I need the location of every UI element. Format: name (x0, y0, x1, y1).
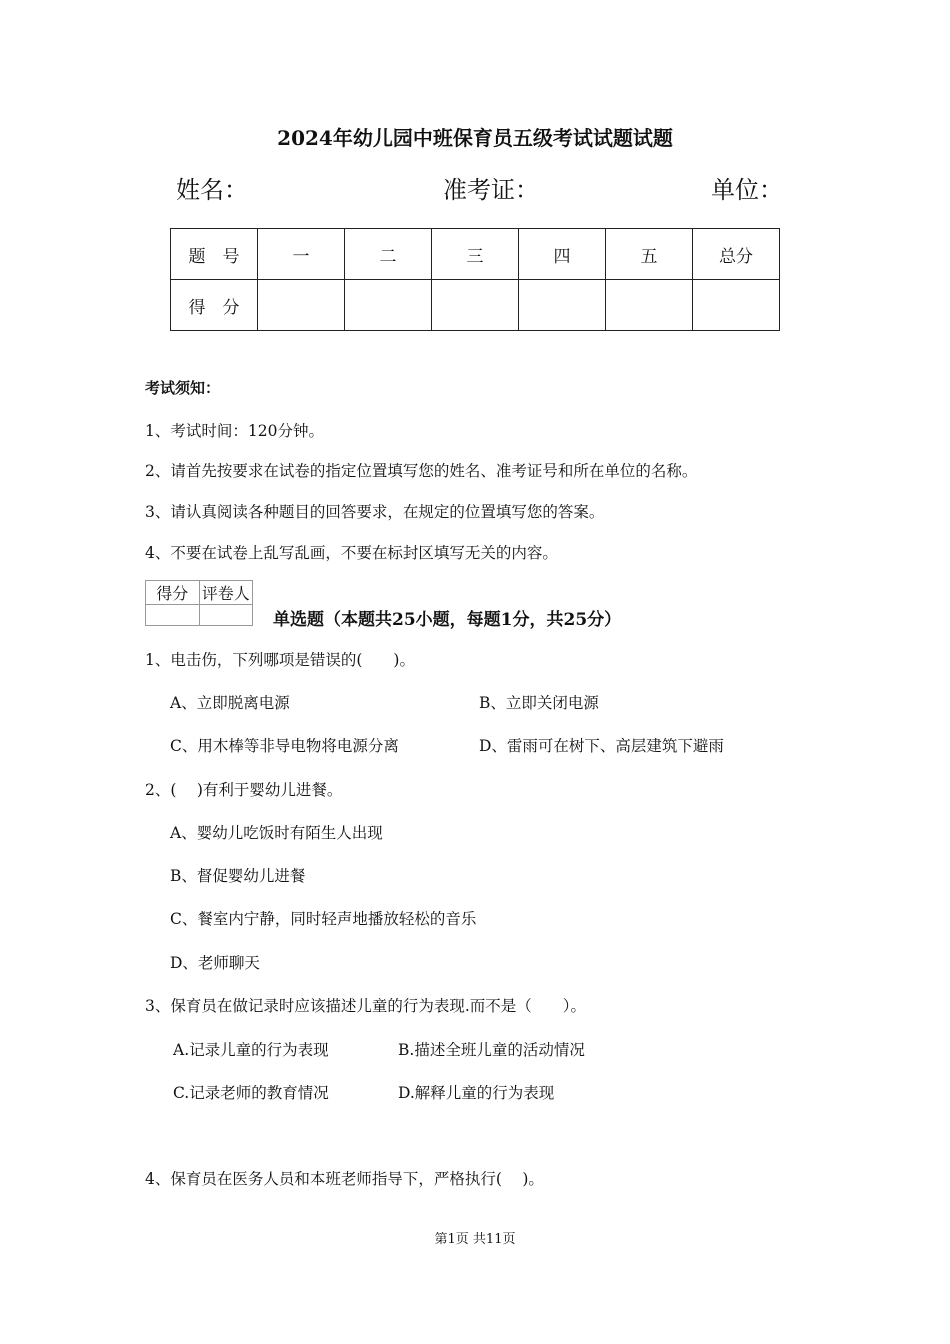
question-option[interactable]: C、用木棒等非导电物将电源分离 (170, 737, 399, 755)
score-table-header-row (171, 229, 780, 280)
score-table-header-cell: 四 (519, 229, 606, 280)
question-option[interactable]: D.解释儿童的行为表现 (398, 1084, 555, 1102)
page-title: 2024年幼儿园中班保育员五级考试试题试题 (277, 126, 673, 150)
grader-score-cell[interactable] (146, 605, 200, 626)
question-option[interactable]: C.记录老师的教育情况 (173, 1084, 329, 1102)
notice-item: 2、请首先按要求在试卷的指定位置填写您的姓名、准考证号和所在单位的名称。 (145, 462, 698, 480)
score-table-score-row (171, 280, 780, 331)
question-option[interactable]: D、雷雨可在树下、高层建筑下避雨 (479, 737, 724, 755)
score-table-header-cell: 一 (258, 229, 345, 280)
score-cell[interactable] (606, 280, 693, 331)
score-table-header-cell: 题 号 (171, 229, 258, 280)
question-option[interactable]: B、立即关闭电源 (479, 694, 599, 712)
exam-id-field-label: 准考证： (443, 176, 539, 204)
grader-score-label: 得分 (146, 581, 200, 605)
grader-name-label: 评卷人 (199, 581, 253, 605)
notice-item: 1、考试时间：120分钟。 (145, 422, 324, 440)
question-option[interactable]: A.记录儿童的行为表现 (173, 1041, 329, 1059)
question-option[interactable]: B、督促婴幼儿进餐 (170, 867, 306, 885)
score-table-header-cell: 五 (606, 229, 693, 280)
notice-item: 3、请认真阅读各种题目的回答要求，在规定的位置填写您的答案。 (145, 503, 605, 521)
question-stem: 4、保育员在医务人员和本班老师指导下，严格执行( )。 (145, 1170, 544, 1188)
question-option[interactable]: A、婴幼儿吃饭时有陌生人出现 (170, 824, 383, 842)
question-option[interactable]: D、老师聊天 (170, 954, 260, 972)
notice-item: 4、不要在试卷上乱写乱画，不要在标封区填写无关的内容。 (145, 544, 558, 562)
grader-box (145, 580, 253, 626)
score-table (170, 228, 780, 331)
question-option[interactable]: B.描述全班儿童的活动情况 (398, 1041, 585, 1059)
score-cell[interactable] (345, 280, 432, 331)
grader-name-cell[interactable] (199, 605, 253, 626)
question-option[interactable]: C、餐室内宁静，同时轻声地播放轻松的音乐 (170, 910, 477, 928)
question-stem: 1、电击伤，下列哪项是错误的( )。 (145, 651, 415, 669)
score-cell[interactable] (432, 280, 519, 331)
score-cell[interactable] (258, 280, 345, 331)
score-cell[interactable] (519, 280, 606, 331)
score-table-header-cell: 总分 (693, 229, 780, 280)
score-cell[interactable] (693, 280, 780, 331)
question-stem: 3、保育员在做记录时应该描述儿童的行为表现.而不是（ ）。 (145, 997, 587, 1015)
notice-heading: 考试须知： (145, 379, 221, 397)
score-row-label: 得 分 (171, 280, 258, 331)
page-footer: 第1页 共11页 (434, 1232, 516, 1247)
question-stem: 2、( )有利于婴幼儿进餐。 (145, 781, 343, 799)
score-table-header-cell: 三 (432, 229, 519, 280)
score-table-header-cell: 二 (345, 229, 432, 280)
unit-field-label: 单位： (711, 176, 783, 204)
section-title: 单选题（本题共25小题，每题1分，共25分） (273, 610, 622, 630)
question-option[interactable]: A、立即脱离电源 (170, 694, 290, 712)
name-field-label: 姓名： (176, 176, 248, 204)
